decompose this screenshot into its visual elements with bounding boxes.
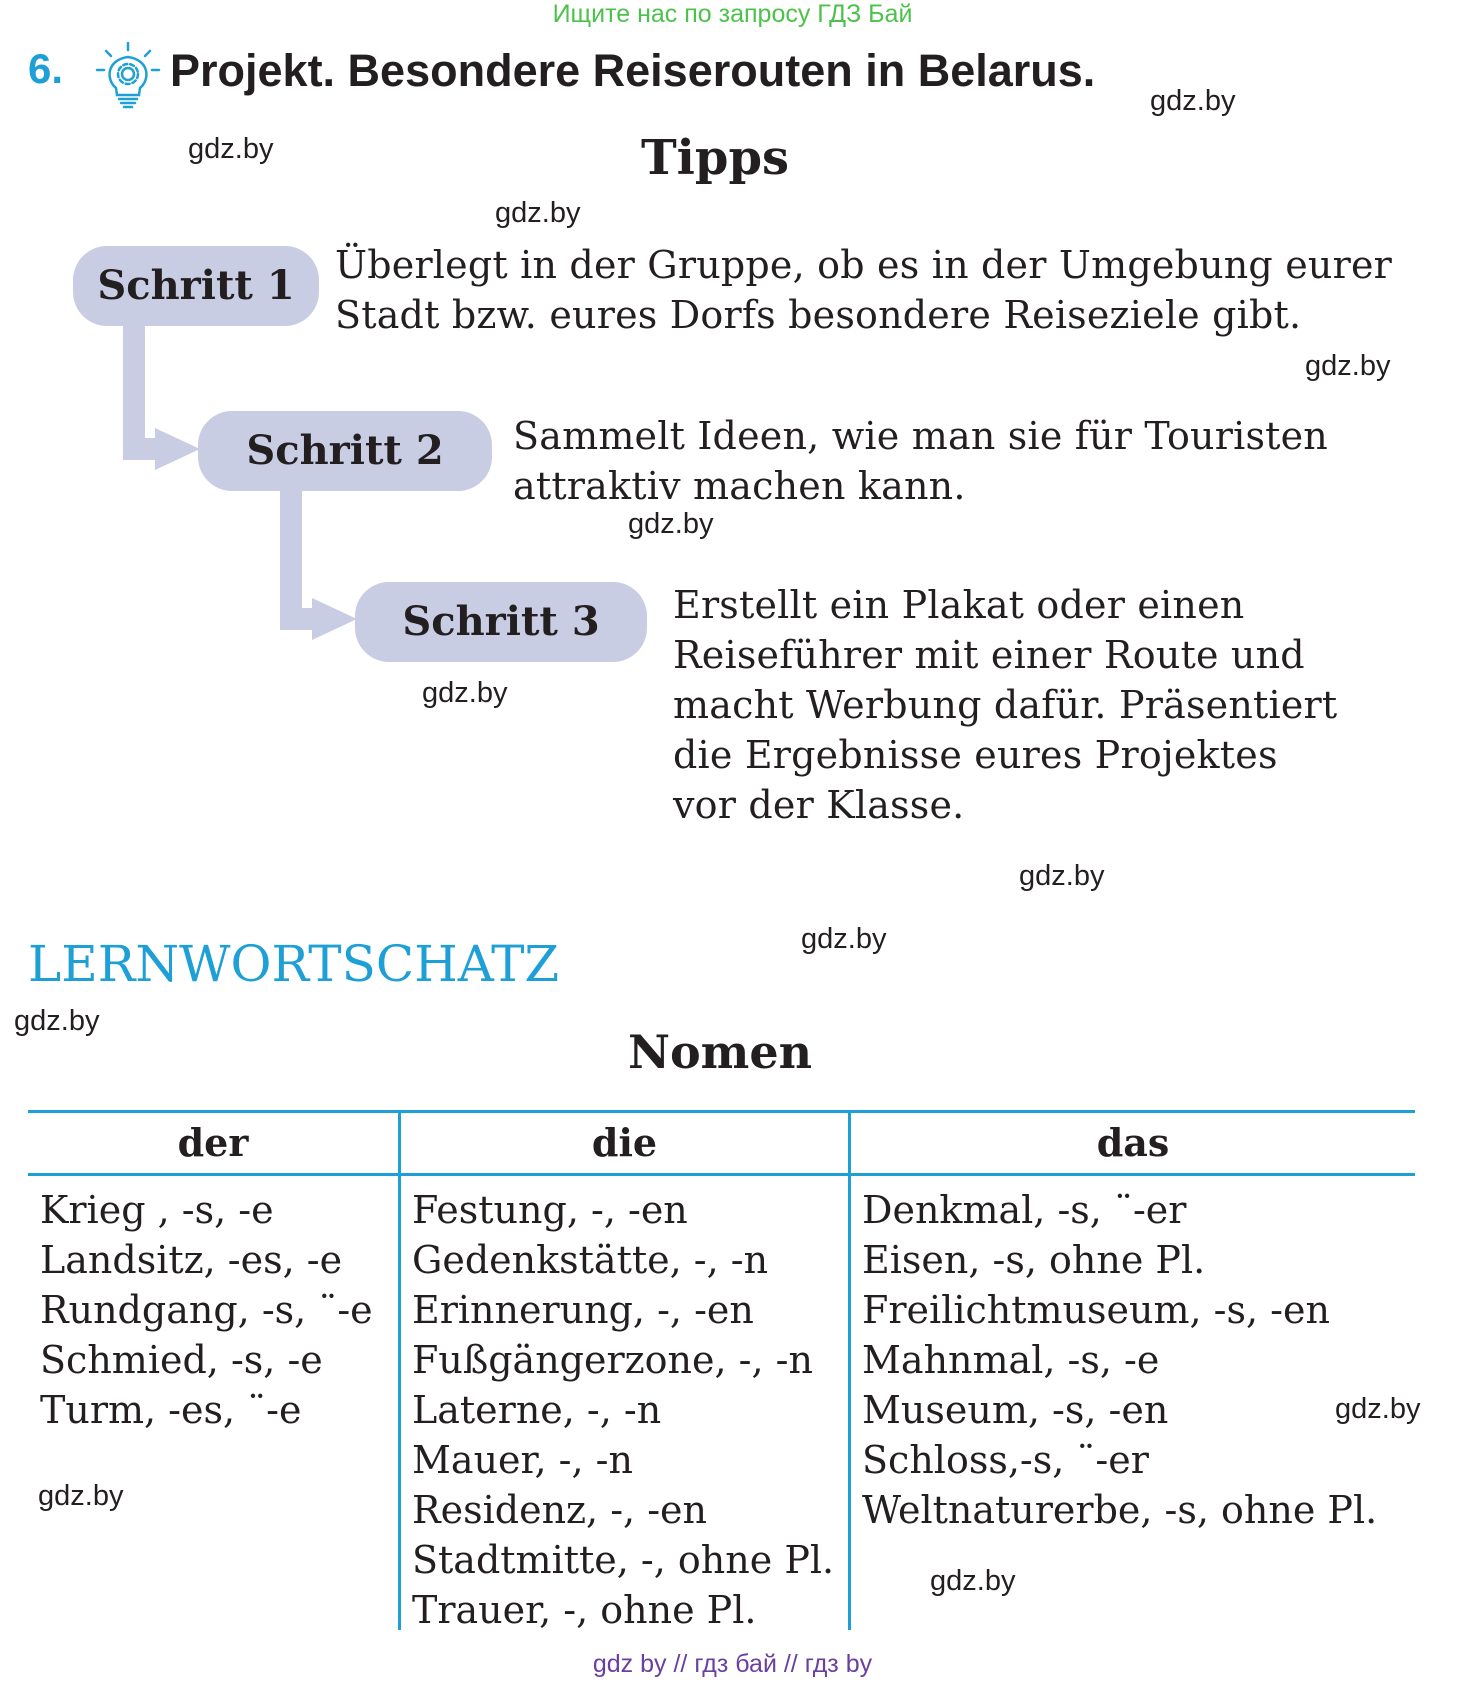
list-item: Denkmal, -s, ¨-er (862, 1188, 1187, 1232)
list-item: Mauer, -, -n (412, 1438, 633, 1482)
watermark: gdz.by (422, 677, 508, 709)
text-line: macht Werbung dafür. Präsentiert (673, 683, 1338, 727)
list-item: Residenz, -, -en (412, 1488, 708, 1532)
list-item: Rundgang, -s, ¨-e (40, 1288, 373, 1332)
step-3-pill: Schritt 3 (355, 582, 647, 662)
text-line: Reiseführer mit einer Route und (673, 633, 1305, 677)
table-header-rule (28, 1173, 1415, 1176)
step-3-text (673, 580, 1337, 830)
lightbulb-gear-icon (92, 40, 164, 112)
list-item: Erinnerung, -, -en (412, 1288, 754, 1332)
word-list-die (412, 1185, 834, 1635)
list-item: Fußgängerzone, -, -n (412, 1338, 813, 1382)
step-2-text (513, 411, 1328, 511)
list-item: Schmied, -s, -e (40, 1338, 323, 1382)
lernwortschatz-heading: LERNWORTSCHATZ (28, 935, 560, 993)
watermark: gdz.by (1019, 860, 1105, 892)
text-line: vor der Klasse. (673, 783, 965, 827)
watermark: gdz.by (1150, 85, 1236, 117)
list-item: Mahnmal, -s, -e (862, 1338, 1160, 1382)
top-banner: Ищите нас по запросу ГДЗ Бай (552, 0, 913, 28)
list-item: Freilichtmuseum, -s, -en (862, 1288, 1330, 1332)
text-line: Erstellt ein Plakat oder einen (673, 583, 1245, 627)
tipps-heading: Tipps (640, 130, 790, 186)
step-1-text (335, 240, 1392, 340)
word-list-der (40, 1185, 373, 1435)
table-top-rule (28, 1110, 1415, 1113)
list-item: Trauer, -, ohne Pl. (412, 1588, 757, 1632)
watermark: gdz.by (930, 1565, 1016, 1597)
watermark: gdz.by (38, 1480, 124, 1512)
text-line: attraktiv machen kann. (513, 464, 966, 508)
list-item: Krieg , -s, -e (40, 1188, 274, 1232)
text-line: Sammelt Ideen, wie man sie für Touristen (513, 414, 1328, 458)
watermark: gdz.by (188, 133, 274, 165)
list-item: Schloss,-s, ¨-er (862, 1438, 1149, 1482)
watermark: gdz.by (801, 923, 887, 955)
column-header-die: die (591, 1120, 658, 1165)
text-line: Überlegt in der Gruppe, ob es in der Umgebung eurer (335, 243, 1393, 287)
word-list-das (862, 1185, 1377, 1535)
text-line: Stadt bzw. eures Dorfs besondere Reiseziele gibt. (335, 293, 1302, 337)
list-item: Museum, -s, -en (862, 1388, 1169, 1432)
text-line: die Ergebnisse eures Projektes (673, 733, 1278, 777)
column-divider (848, 1110, 851, 1630)
step-1-pill: Schritt 1 (73, 246, 319, 326)
list-item: Gedenkstätte, -, -n (412, 1238, 769, 1282)
column-divider (398, 1110, 401, 1630)
list-item: Eisen, -s, ohne Pl. (862, 1238, 1206, 1282)
list-item: Festung, -, -en (412, 1188, 688, 1232)
list-item: Landsitz, -es, -e (40, 1238, 343, 1282)
watermark: gdz.by (495, 197, 581, 229)
bottom-banner: gdz by // гдз бай // гдз by (592, 1650, 873, 1678)
watermark: gdz.by (628, 508, 714, 540)
step-2-pill: Schritt 2 (198, 411, 492, 491)
list-item: Weltnaturerbe, -s, ohne Pl. (862, 1488, 1378, 1532)
list-item: Turm, -es, ¨-e (40, 1388, 302, 1432)
watermark: gdz.by (14, 1005, 100, 1037)
nomen-heading: Nomen (627, 1025, 813, 1079)
watermark: gdz.by (1335, 1393, 1421, 1425)
exercise-number: 6. (28, 45, 64, 92)
list-item: Stadtmitte, -, ohne Pl. (412, 1538, 835, 1582)
list-item: Laterne, -, -n (412, 1388, 662, 1432)
exercise-title: Projekt. Besondere Reiserouten in Belarus. (170, 45, 1096, 96)
column-header-der: der (177, 1120, 249, 1165)
column-header-das: das (1096, 1120, 1170, 1165)
watermark: gdz.by (1305, 350, 1391, 382)
